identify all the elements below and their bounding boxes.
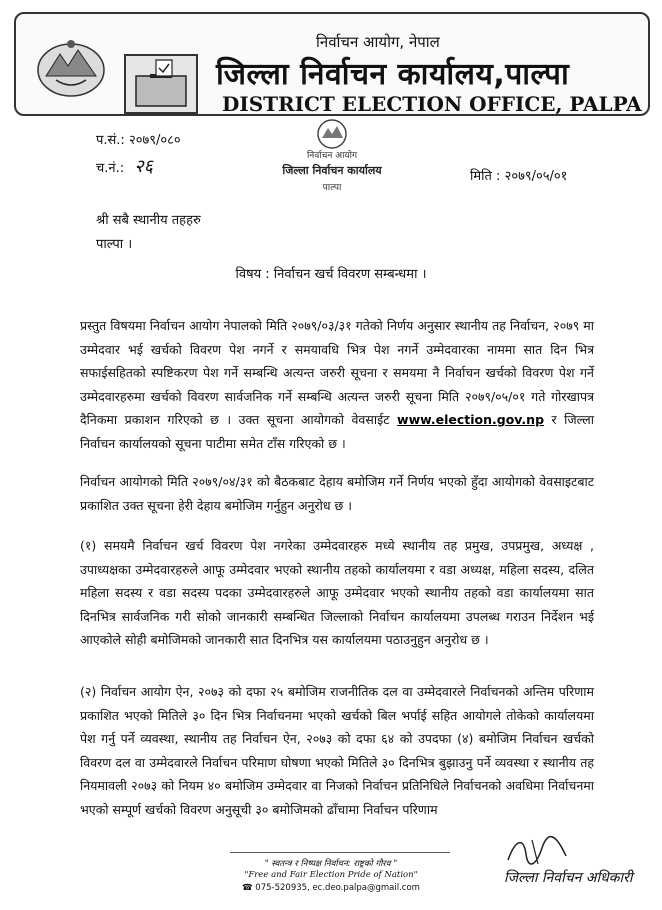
reference-number (96, 130, 181, 148)
ps-value: २०७९/०८० (128, 133, 181, 148)
subject-line: विषय : निर्वाचन खर्च विवरण सम्बन्धमा । (235, 267, 427, 282)
letter-date (470, 166, 567, 184)
cn-value: २६ (134, 156, 153, 177)
paragraph-2: निर्वाचन आयोगको मिति २०७९/०४/३१ को बैठकबाट देहाय बमोजिम गर्ने निर्णय भएको हुँदा आयोगको वेवसाइटबाट प्रकाशित उक्त सूचना हेरी देहाय बमोजिम गर्नुहुन अनुरोध छ । (80, 474, 594, 513)
footer-motto-nepali: " स्वतन्त्र र निष्पक्ष निर्वाचन: राष्ट्रको गौरव " (264, 859, 398, 869)
addressee-line-2: पाल्पा । (96, 237, 133, 252)
ballot-box-logo (124, 54, 198, 114)
footer-divider (230, 852, 450, 853)
ps-label: प.सं.: (96, 133, 125, 148)
cn-label: च.नं.: (96, 161, 125, 176)
footer-contact: ☎ 075-520935, ec.deo.palpa@gmail.com (242, 883, 420, 893)
paragraph-1 (80, 314, 594, 455)
paragraph-4: (२) निर्वाचन आयोग ऐन, २०७३ को दफा २५ बमोजिम राजनीतिक दल वा उम्मेदवारले निर्वाचनको अन्तिम परिणाम प्रकाशित भएको मितिले ३० दिन भित्र निर्वाचनमा भएको खर्चको बिल भर्पाई सहित आयोगले तोकेको कार्यालयमा पेश गर्नु पर्ने व्यवस्था, स्थानीय तह निर्वाचन ऐन, २०७३ को दफा ६४ को उपदफा (४) बमोजिम निर्वाचन खर्चको विवरण दल वा उम्मेदवारले निर्वाचन परिमाण घोषणा भएको मितिले ३० दिनभित्र बुझाउनु पर्ने व्यवस्था र स्थानीय तह नियमावली २०७३ को नियम ४० बमोजिम उम्मेदवार वा निजको निर्वाचन प्रतिनिधिले निर्वाचनको अवधिमा निर्वाचनमा भएको सम्पूर्ण खर्चको विवरण अनुसूची ३० बमोजिमको ढाँचामा निर्वाचन परिणाम (80, 684, 594, 817)
signatory-title: जिल्ला निर्वाचन अधिकारी (504, 870, 633, 886)
office-name-english: DISTRICT ELECTION OFFICE, PALPA (222, 92, 642, 116)
election-website-link[interactable]: www.election.gov.np (397, 412, 545, 427)
stamp-line3: पाल्पा (322, 183, 342, 193)
dispatch-number (96, 154, 153, 178)
letterhead (14, 12, 650, 116)
paragraph-1-text-b: र जिल्ला निर्वाचन कार्यालयको सूचना पाटीमा समेत टाँस गरिएको छ । (80, 412, 594, 451)
nepal-emblem-icon (34, 36, 108, 98)
addressee-line-1: श्री सबै स्थानीय तहहरु (96, 213, 201, 228)
paragraph-3: (१) समयमै निर्वाचन खर्च विवरण पेश नगरेका उम्मेदवारहरु मध्ये स्थानीय तह प्रमुख, उपप्रमुख, अध्यक्ष , उपाध्यक्षका उम्मेदवारहरुले आफू उम्मेदवार भएको स्थानीय तहको कार्यालयमा र वडा अध्यक्ष, महिला सदस्य, दलित महिला सदस्य र वडा सदस्य पदका उम्मेदवारहरुले आफू उम्मेदवार भएको स्थानीय तहको वडा कार्यालयमा सात दिनभित्र सार्वजनिक गरी सोको जानकारी सम्बन्धित जिल्लाको निर्वाचन कार्यालयमा उपलब्ध गराउन निर्देशन भई आएकोले सोही बमोजिमको जानकारी सात दिनभित्र यस कार्यालयमा पठाउनुहुन अनुरोध छ । (80, 538, 594, 647)
office-name-nepali: जिल्ला निर्वाचन कार्यालय,पाल्पा (216, 57, 570, 92)
stamp-line1: निर्वाचन आयोग (306, 151, 358, 161)
ballot-icon (126, 56, 196, 112)
office-stamp-icon (276, 116, 388, 196)
stamp-line2: जिल्ला निर्वाचन कार्यालय (282, 164, 382, 177)
date-label: मिति : (470, 169, 501, 184)
date-value: २०७९/०५/०१ (504, 169, 568, 184)
footer-motto-english: "Free and Fair Election Pride of Nation" (244, 870, 418, 880)
parent-organization: निर्वाचन आयोग, नेपाल (316, 33, 440, 51)
paragraph-1-text-a: प्रस्तुत विषयमा निर्वाचन आयोग नेपालको मिति २०७९/०३/३१ गतेको निर्णय अनुसार स्थानीय तह निर्वाचन, २०७९ मा उम्मेदवार भई खर्चको विवरण पेश नगर्ने र समयावधि भित्र पेश नगर्ने उम्मेदवारका नाममा सात दिन भित्र सफाईसहितको स्पष्टिकरण पेश गर्ने सम्बन्धि अत्यन्त जरुरी सूचना र समयमा नै निर्वाचन खर्चको विवरण पेश गर्ने उम्मेदवारहरुमा खर्चको विवरण सार्वजनिक गर्ने सम्बन्धि अत्यन्त जरुरी सूचना मिति २०७९/०५/०१ गते गोरखापत्र दैनिकमा प्रकाशन गरिएको छ । उक्त सूचना आयोगको वेवसाईट (80, 318, 594, 427)
